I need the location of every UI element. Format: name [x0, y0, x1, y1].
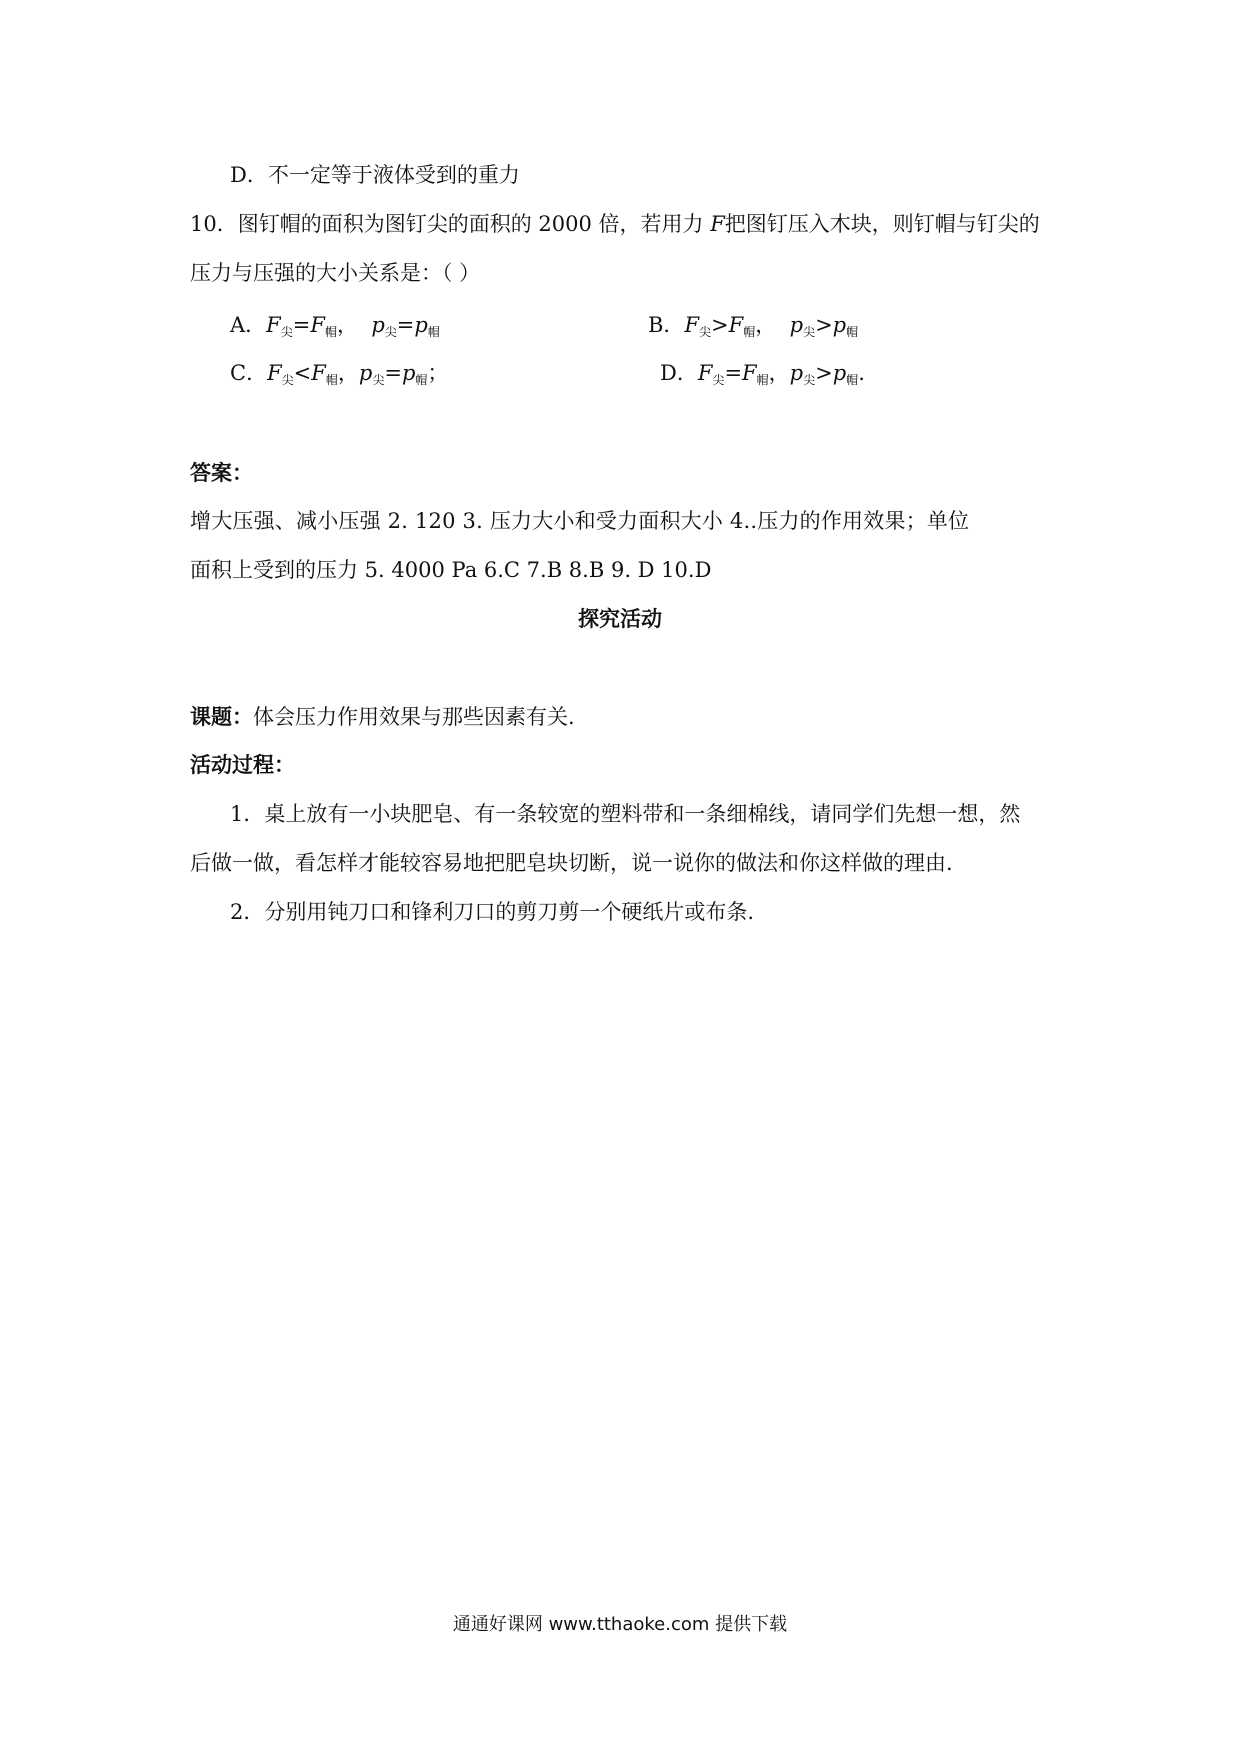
- answers-heading: 答案：: [190, 460, 253, 485]
- option-label: D．: [660, 361, 698, 385]
- subscript-tip: 尖: [280, 325, 293, 339]
- pressure-symbol: p: [832, 361, 847, 385]
- activity-topic: [190, 702, 575, 732]
- answers-line1: 增大压强、减小压强 2. 120 3. 压力大小和受力面积大小 4..压力的作用效果；单位: [190, 509, 970, 533]
- separator: ，: [336, 313, 358, 337]
- q10-option-b: [648, 310, 858, 347]
- pressure-symbol: p: [832, 313, 847, 337]
- subscript-tip: 尖: [699, 325, 712, 339]
- relation-sign: <: [293, 361, 312, 385]
- subscript-cap: 帽: [325, 373, 338, 387]
- pressure-symbol: p: [789, 361, 804, 385]
- relation-sign: =: [292, 313, 311, 337]
- q10-stem-line1: [190, 209, 1040, 239]
- pressure-symbol: p: [371, 313, 385, 337]
- q9-option-d: D．不一定等于液体受到的重力: [230, 163, 520, 187]
- pressure-symbol: p: [789, 313, 804, 337]
- subscript-tip: 尖: [803, 373, 816, 387]
- subscript-tip: 尖: [384, 325, 397, 339]
- pressure-symbol: p: [401, 361, 416, 385]
- force-symbol: F: [266, 313, 281, 337]
- option-label: C．: [230, 361, 268, 385]
- activity-title: 探究活动: [578, 606, 662, 631]
- force-symbol: F: [310, 313, 325, 337]
- answers-line2: 面积上受到的压力 5. 4000 Pa 6.C 7.B 8.B 9. D 10.D: [190, 558, 712, 582]
- relation-sign: >: [815, 313, 833, 337]
- option-label: B．: [648, 313, 685, 337]
- pressure-symbol: p: [414, 313, 428, 337]
- q10-stem-text-a: 10．图钉帽的面积为图钉尖的面积的 2000 倍，若用力: [190, 212, 711, 236]
- q10-stem-force-symbol: F: [710, 212, 725, 236]
- activity-topic-text: 体会压力作用效果与那些因素有关.: [253, 705, 575, 729]
- separator: ，: [755, 313, 777, 337]
- activity-topic-label: 课题：: [190, 704, 253, 729]
- force-symbol: F: [697, 361, 713, 385]
- relation-sign: =: [724, 361, 743, 385]
- q10-stem-text-b: 把图钉压入木块，则钉帽与钉尖的: [724, 212, 1040, 236]
- activity-step1-line1: 1．桌上放有一小块肥皂、有一条较宽的塑料带和一条细棉线，请同学们先想一想，然: [230, 802, 1021, 826]
- separator: ，: [768, 361, 790, 385]
- q10-stem-line2: 压力与压强的大小关系是：（ ）: [190, 261, 481, 285]
- separator: ，: [337, 361, 359, 385]
- subscript-tip: 尖: [803, 325, 816, 339]
- subscript-tip: 尖: [712, 373, 725, 387]
- subscript-tip: 尖: [281, 373, 294, 387]
- force-symbol: F: [728, 313, 744, 337]
- force-symbol: F: [267, 361, 282, 385]
- subscript-tip: 尖: [372, 373, 385, 387]
- q10-option-c: [230, 358, 448, 395]
- subscript-cap: 帽: [324, 325, 337, 339]
- subscript-cap: 帽: [415, 373, 428, 387]
- force-symbol: F: [311, 361, 326, 385]
- footer-text: 通通好课网 www.tthaoke.com 提供下载: [452, 1614, 788, 1635]
- subscript-cap: 帽: [743, 325, 756, 339]
- subscript-cap: 帽: [846, 325, 859, 339]
- relation-sign: =: [384, 361, 402, 385]
- relation-sign: >: [711, 313, 729, 337]
- force-symbol: F: [684, 313, 700, 337]
- subscript-cap: 帽: [846, 373, 859, 387]
- subscript-cap: 帽: [427, 325, 440, 339]
- separator: ；: [427, 361, 449, 385]
- force-symbol: F: [742, 361, 757, 385]
- relation-sign: =: [396, 313, 415, 337]
- activity-step2: 2．分别用钝刀口和锋利刀口的剪刀剪一个硬纸片或布条.: [230, 900, 755, 924]
- relation-sign: >: [815, 361, 833, 385]
- activity-step1-line2: 后做一做，看怎样才能较容易地把肥皂块切断，说一说你的做法和你这样做的理由.: [190, 851, 953, 875]
- subscript-cap: 帽: [756, 373, 769, 387]
- pressure-symbol: p: [358, 361, 373, 385]
- option-label: A．: [230, 313, 267, 337]
- separator: .: [858, 361, 865, 385]
- q10-option-d: [660, 358, 865, 395]
- q10-option-a: [230, 310, 440, 347]
- activity-process-label: 活动过程：: [190, 752, 295, 777]
